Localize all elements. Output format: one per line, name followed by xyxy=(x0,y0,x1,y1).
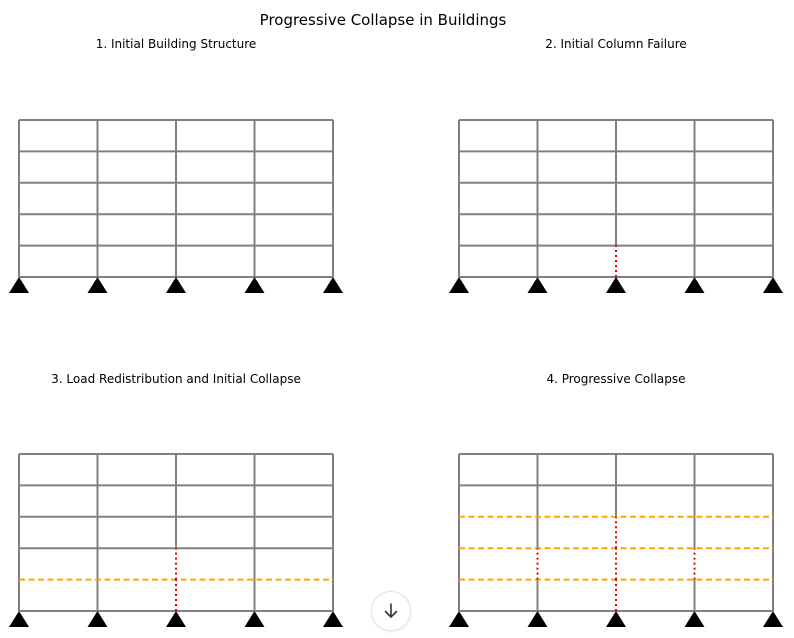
scroll-down-button[interactable] xyxy=(371,591,411,631)
support-triangle xyxy=(9,611,29,627)
support-triangle xyxy=(449,611,469,627)
support-triangle xyxy=(245,611,265,627)
support-triangle xyxy=(685,611,705,627)
panel-title: 2. Initial Column Failure xyxy=(545,37,687,51)
panel-title: 1. Initial Building Structure xyxy=(95,37,257,51)
support-triangle xyxy=(88,277,108,293)
figure-title: Progressive Collapse in Buildings xyxy=(259,11,507,29)
support-triangle xyxy=(449,277,469,293)
support-triangle xyxy=(528,277,548,293)
support-triangle xyxy=(166,277,186,293)
building-frame xyxy=(9,120,343,293)
support-triangle xyxy=(9,277,29,293)
panel-load-redistribution xyxy=(9,372,343,627)
panel-title: 4. Progressive Collapse xyxy=(546,372,686,386)
panel-initial-column-failure xyxy=(449,37,783,293)
support-triangle xyxy=(606,611,626,627)
support-triangle xyxy=(245,277,265,293)
panel-title: 3. Load Redistribution and Initial Collapse xyxy=(51,372,301,386)
support-triangle xyxy=(606,277,626,293)
support-triangle xyxy=(763,277,783,293)
panel-progressive-collapse xyxy=(449,372,783,627)
support-triangle xyxy=(685,277,705,293)
support-triangle xyxy=(323,611,343,627)
arrow-down-icon xyxy=(381,601,401,621)
support-triangle xyxy=(528,611,548,627)
support-triangle xyxy=(166,611,186,627)
building-frame xyxy=(449,120,783,293)
support-triangle xyxy=(323,277,343,293)
panel-initial-structure xyxy=(9,37,343,293)
support-triangle xyxy=(88,611,108,627)
building-frame xyxy=(449,454,783,627)
building-frame xyxy=(9,454,343,627)
support-triangle xyxy=(763,611,783,627)
